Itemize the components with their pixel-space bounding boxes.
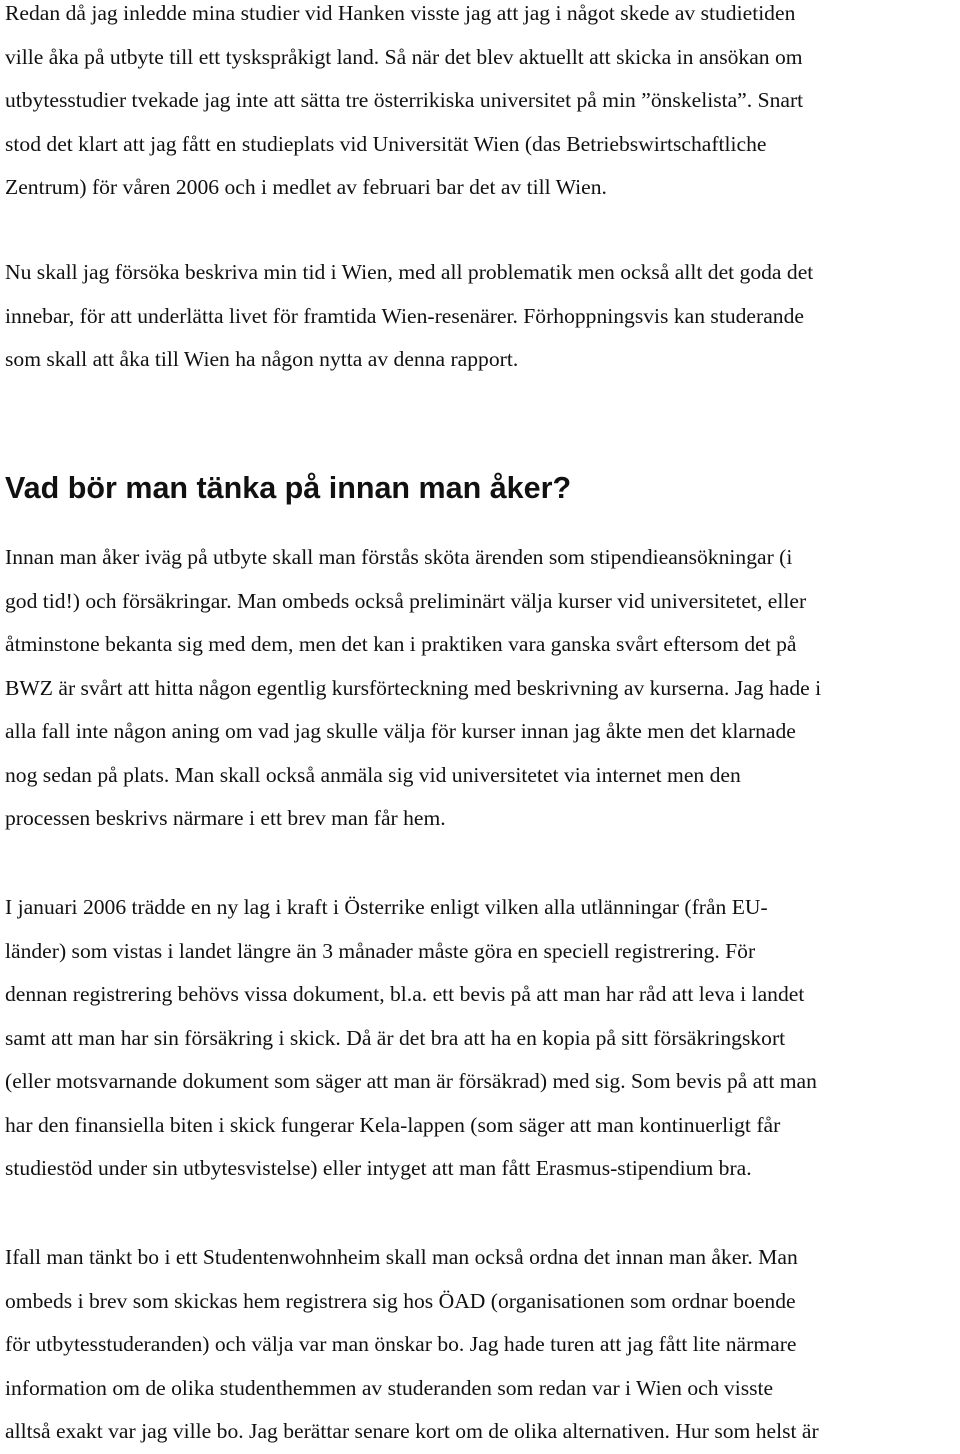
housing-paragraph: [5, 1236, 819, 1454]
text-line: Zentrum) för våren 2006 och i medlet av februari bar det av till Wien.: [5, 175, 607, 199]
text-line: god tid!) och försäkringar. Man ombeds också preliminärt välja kurser vid universitetet, eller: [5, 588, 807, 613]
text-line: dennan registrering behövs vissa dokument, bl.a. ett bevis på att man har råd att leva i landet: [5, 982, 805, 1006]
text-line: I januari 2006 trädde en ny lag i kraft i Österrike enligt vilken alla utlänningar (från EU-: [5, 895, 768, 919]
text-line: har den finansiella biten i skick fungerar Kela-lappen (som säger att man kontinuerligt får: [5, 1112, 781, 1137]
text-line: stod det klart att jag fått en studieplats vid Universität Wien (das Betriebswirtschaftliche: [5, 131, 767, 156]
text-line: utbytesstudier tvekade jag inte att sätta tre österrikiska universitet på min ”önskelista”. Snart: [5, 88, 804, 112]
text-line: BWZ är svårt att hitta någon egentlig kursförteckning med beskrivning av kurserna. Jag hade i: [5, 675, 822, 700]
text-line: länder) som vistas i landet längre än 3 månader måste göra en speciell registrering. För: [5, 938, 756, 963]
text-line: för utbytesstuderanden) och välja var man önskar bo. Jag hade turen att jag fått lite närmare: [5, 1332, 797, 1356]
purpose-paragraph: [5, 251, 813, 382]
text-line: nog sedan på plats. Man skall också anmäla sig vid universitetet via internet men den: [5, 762, 741, 787]
text-line: Ifall man tänkt bo i ett Studentenwohnheim skall man också ordna det innan man åker. Man: [5, 1245, 798, 1269]
text-line: processen beskrivs närmare i ett brev man får hem.: [5, 806, 446, 830]
text-line: studiestöd under sin utbytesvistelse) eller intyget att man fått Erasmus-stipendium bra.: [5, 1156, 752, 1180]
section-heading: Vad bör man tänka på innan man åker?: [5, 471, 572, 505]
preparation-paragraph: [5, 536, 821, 841]
registration-paragraph: [5, 886, 817, 1191]
text-line: som skall att åka till Wien ha någon nytta av denna rapport.: [5, 347, 519, 371]
text-line: ombeds i brev som skickas hem registrera sig hos ÖAD (organisationen som ordnar boende: [5, 1288, 796, 1313]
text-line: information om de olika studenthemmen av studeranden som redan var i Wien och visste: [5, 1375, 774, 1400]
text-line: alltså exakt var jag ville bo. Jag berättar senare kort om de olika alternativen. Hur som helst är: [5, 1419, 819, 1443]
text-line: Redan då jag inledde mina studier vid Hanken visste jag att jag i något skede av studietiden: [5, 1, 796, 25]
text-line: innebar, för att underlätta livet för framtida Wien-resenärer. Förhoppningsvis kan studerande: [5, 303, 804, 328]
text-line: alla fall inte någon aning om vad jag skulle välja för kurser innan jag åkte men det klarnade: [5, 719, 796, 743]
text-line: åtminstone bekanta sig med dem, men det kan i praktiken vara ganska svårt eftersom det på: [5, 632, 797, 656]
text-line: Innan man åker iväg på utbyte skall man förstås sköta ärenden som stipendieansökningar (i: [5, 545, 793, 569]
text-line: samt att man har sin försäkring i skick. Då är det bra att ha en kopia på sitt försäkringskort: [5, 1025, 786, 1050]
text-line: ville åka på utbyte till ett tyskspråkigt land. Så när det blev aktuellt att skicka in ansökan om: [5, 44, 803, 69]
intro-paragraph: [5, 0, 803, 210]
text-line: Nu skall jag försöka beskriva min tid i Wien, med all problematik men också allt det goda det: [5, 260, 814, 284]
text-line: (eller motsvarnande dokument som säger att man är försäkrad) med sig. Som bevis på att man: [5, 1069, 817, 1093]
